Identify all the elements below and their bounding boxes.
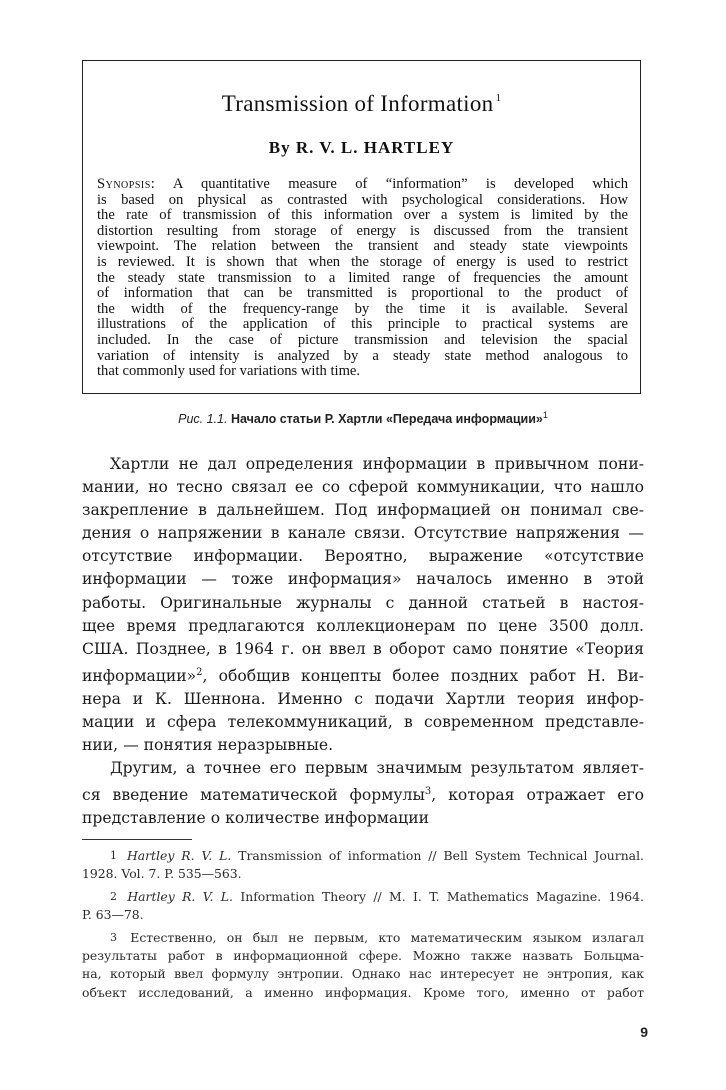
footnote-line: объект исследований, а именно информация. Кроме того, именно от работ xyxy=(82,984,644,1000)
footnote-number: 1 xyxy=(110,849,117,862)
body-line: информации — тоже информация» началось именно в этой xyxy=(82,570,644,589)
footnote-number: 2 xyxy=(110,889,117,903)
caption-text: Начало статьи Р. Хартли «Передача информации» xyxy=(230,412,543,426)
synopsis-line: Synopsis: A quantitative measure of “information” is developed which xyxy=(97,176,628,192)
body-line: дения о напряжении в канале связи. Отсутствие напряжения — xyxy=(82,524,644,543)
body-line: нера и К. Шеннона. Именно с подачи Хартли теория инфор- xyxy=(82,689,644,708)
synopsis-label: Synopsis: xyxy=(97,176,156,192)
caption-label: Рис. 1.1. xyxy=(178,412,228,426)
footnote-line: 2 Hartley R. V. L. Information Theory // M. I. T. Mathematics Magazine. 1964. xyxy=(110,888,644,904)
footnote-number: 3 xyxy=(110,930,117,944)
body-line: мации и сфера телекоммуникаций, в современном представле- xyxy=(82,713,644,732)
synopsis-line: is based on physical as contrasted with psychological considerations. How xyxy=(97,191,628,208)
footnote-3 xyxy=(82,929,644,1003)
footnote-line: 3 Естественно, он был не первым, кто математическим языком излагал xyxy=(110,929,644,945)
body-line: мании, но тесно связал ее со сферой коммуникации, что нашло xyxy=(82,478,644,497)
article-figure xyxy=(82,60,641,394)
body-line: информации»$^2$, обобщив концепты более поздних работ Н. Ви- xyxy=(82,666,644,685)
body-line: щее время предлагаются коллекционерам по цене 3500 долл. xyxy=(82,616,644,635)
body-line: Другим, а точнее его первым значимым результатом являет- xyxy=(110,759,644,778)
caption-note: 1 xyxy=(542,410,548,420)
footnote-line: 1928. Vol. 7. P. 535—563. xyxy=(82,866,242,882)
footnote-divider xyxy=(82,839,192,840)
footnote-author: Hartley R. V. L. xyxy=(127,888,233,904)
synopsis-line: that commonly used for variations with time. xyxy=(97,363,361,380)
synopsis-line: the steady state transmission to a limited range of frequencies the amount xyxy=(97,269,628,286)
footnote-ref-3[interactable]: 3 xyxy=(424,786,432,798)
synopsis-line: of information that can be transmitted is proportional to the product of xyxy=(97,285,628,302)
figure-author: By R. V. L. HARTLEY xyxy=(268,138,455,157)
footnotes xyxy=(82,847,644,1006)
body-line: закрепление в дальнейшем. Под информацией он понимал све- xyxy=(82,501,644,520)
footnote-2 xyxy=(82,888,644,925)
synopsis-line: is reviewed. It is shown that when the storage of energy is used to restrict xyxy=(97,253,628,270)
synopsis-line: the rate of transmission of this information over a system is limited by the xyxy=(97,207,628,224)
body-line: работы. Оригинальные журналы с данной статьей в настоя- xyxy=(82,593,644,612)
footnote-line: результаты работ в информационной сфере. Можно также назвать Больцма- xyxy=(82,948,644,964)
footnote-line: 1 Hartley R. V. L. Transmission of information // Bell System Technical Journal. xyxy=(110,848,644,863)
synopsis-line: included. In the case of picture transmission and television the spacial xyxy=(97,331,628,348)
figure-synopsis xyxy=(97,177,628,380)
synopsis-line: viewpoint. The relation between the transient and steady state viewpoints xyxy=(97,238,628,255)
body-line: отсутствие информации. Вероятно, выражение «отсутствие xyxy=(82,547,644,566)
body-line: ся введение математической формулы$^3$, которая отражает его xyxy=(82,786,644,805)
figure-title: Transmission of Information $^1$ xyxy=(221,91,502,116)
body-text xyxy=(82,453,644,831)
footnote-line: на, который ввел формулу энтропии. Однако нас интересует не энтропия, как xyxy=(82,966,644,982)
synopsis-line: illustrations of the application of this principle to practical systems are xyxy=(97,316,628,333)
body-line: нии, — понятия неразрывные. xyxy=(82,736,334,755)
synopsis-line: the width of the frequency-range by the time it is available. Several xyxy=(97,300,628,317)
footnote-1 xyxy=(82,847,644,884)
footnote-line: P. 63—78. xyxy=(82,907,144,923)
footnote-ref-2[interactable]: 2 xyxy=(196,666,203,678)
page-number: 9 xyxy=(640,1024,648,1040)
figure-caption xyxy=(0,410,726,426)
body-line: Хартли не дал определения информации в привычном пони- xyxy=(110,455,644,473)
figure-title-note: 1 xyxy=(495,92,502,104)
footnote-author: Hartley R. V. L. xyxy=(126,848,232,863)
synopsis-line: variation of intensity is analyzed by a steady state method analogous to xyxy=(97,347,628,364)
body-line: США. Позднее, в 1964 г. он ввел в оборот само понятие «Теория xyxy=(82,639,644,658)
synopsis-line: distortion resulting from storage of energy is discussed from the transient xyxy=(97,222,628,239)
body-line: представление о количестве информации xyxy=(82,809,429,828)
